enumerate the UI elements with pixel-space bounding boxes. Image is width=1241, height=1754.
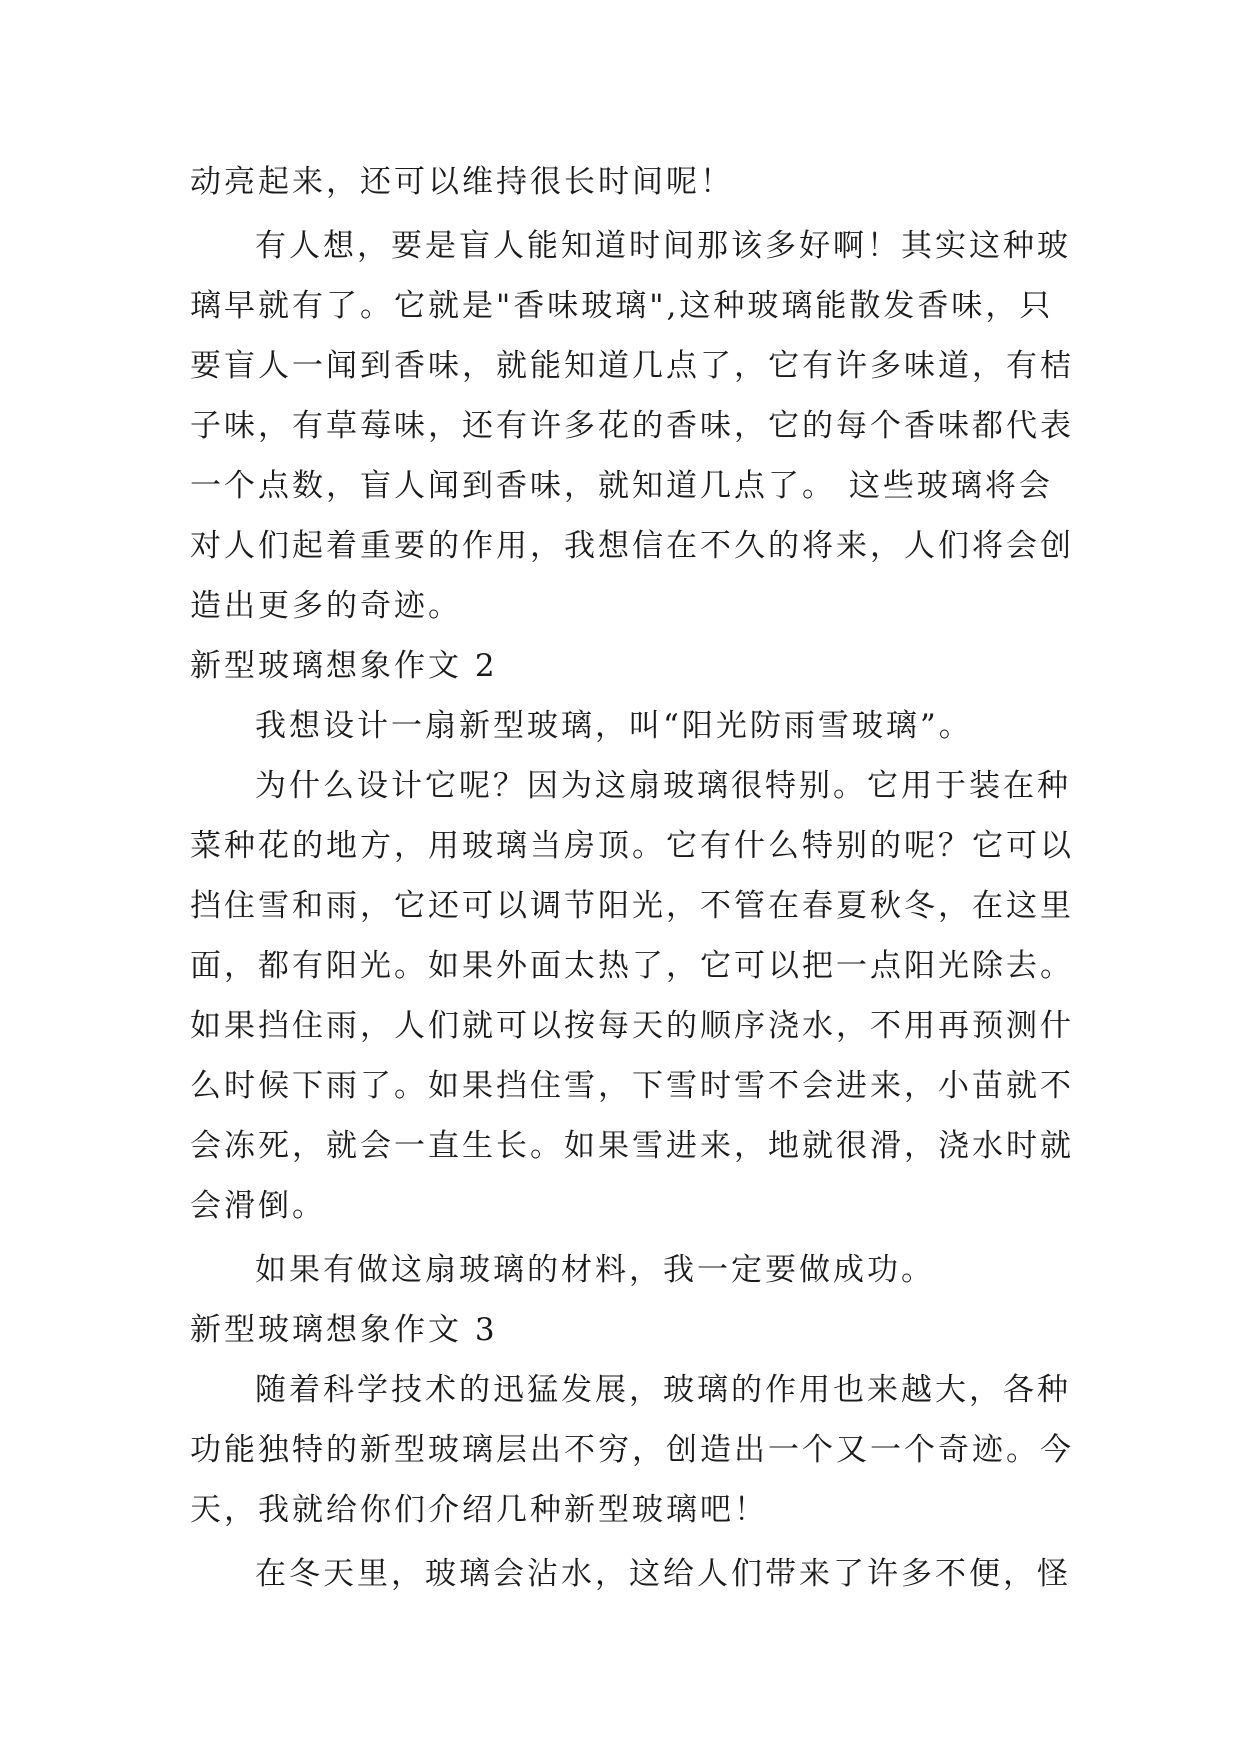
paragraph-line: 造出更多的奇迹。 [190, 588, 462, 624]
paragraph-line: 为什么设计它呢？因为这扇玻璃很特别。它用于装在种 [255, 768, 1071, 804]
paragraph-line: 如果挡住雨，人们就可以按每天的顺序浇水，不用再预测什 [190, 1008, 1074, 1044]
paragraph-line: 动亮起来，还可以维持很长时间呢！ [190, 164, 734, 200]
paragraph-line: 我想设计一扇新型玻璃，叫“阳光防雨雪玻璃”。 [255, 708, 973, 744]
section-heading: 新型玻璃想象作文 2 [190, 648, 498, 684]
paragraph-line: 么时候下雨了。如果挡住雪，下雪时雪不会进来，小苗就不 [190, 1068, 1074, 1104]
paragraph-line: 菜种花的地方，用玻璃当房顶。它有什么特别的呢？它可以 [190, 828, 1074, 864]
paragraph-line: 璃早就有了。它就是"香味玻璃",这种玻璃能散发香味，只 [190, 288, 1054, 324]
paragraph-line: 随着科学技术的迅猛发展，玻璃的作用也来越大，各种 [255, 1372, 1071, 1408]
paragraph-line: 要盲人一闻到香味，就能知道几点了，它有许多味道，有桔 [190, 348, 1074, 384]
paragraph-line: 对人们起着重要的作用，我想信在不久的将来，人们将会创 [190, 528, 1074, 564]
paragraph-line: 在冬天里，玻璃会沾水，这给人们带来了许多不便，怪 [255, 1556, 1071, 1592]
paragraph-line: 有人想，要是盲人能知道时间那该多好啊！其实这种玻 [255, 228, 1071, 264]
paragraph-line: 功能独特的新型玻璃层出不穷，创造出一个又一个奇迹。今 [190, 1432, 1074, 1468]
paragraph-line: 会滑倒。 [190, 1188, 326, 1224]
paragraph-line: 一个点数，盲人闻到香味，就知道几点了。 这些玻璃将会 [190, 468, 1053, 504]
section-heading: 新型玻璃想象作文 3 [190, 1312, 498, 1348]
paragraph-line: 面，都有阳光。如果外面太热了，它可以把一点阳光除去。 [190, 948, 1074, 984]
paragraph-line: 子味，有草莓味，还有许多花的香味，它的每个香味都代表 [190, 408, 1074, 444]
paragraph-line: 挡住雪和雨，它还可以调节阳光，不管在春夏秋冬，在这里 [190, 888, 1074, 924]
paragraph-line: 天，我就给你们介绍几种新型玻璃吧！ [190, 1492, 768, 1528]
paragraph-line: 如果有做这扇玻璃的材料，我一定要做成功。 [255, 1252, 935, 1288]
paragraph-line: 会冻死，就会一直生长。如果雪进来，地就很滑，浇水时就 [190, 1128, 1074, 1164]
